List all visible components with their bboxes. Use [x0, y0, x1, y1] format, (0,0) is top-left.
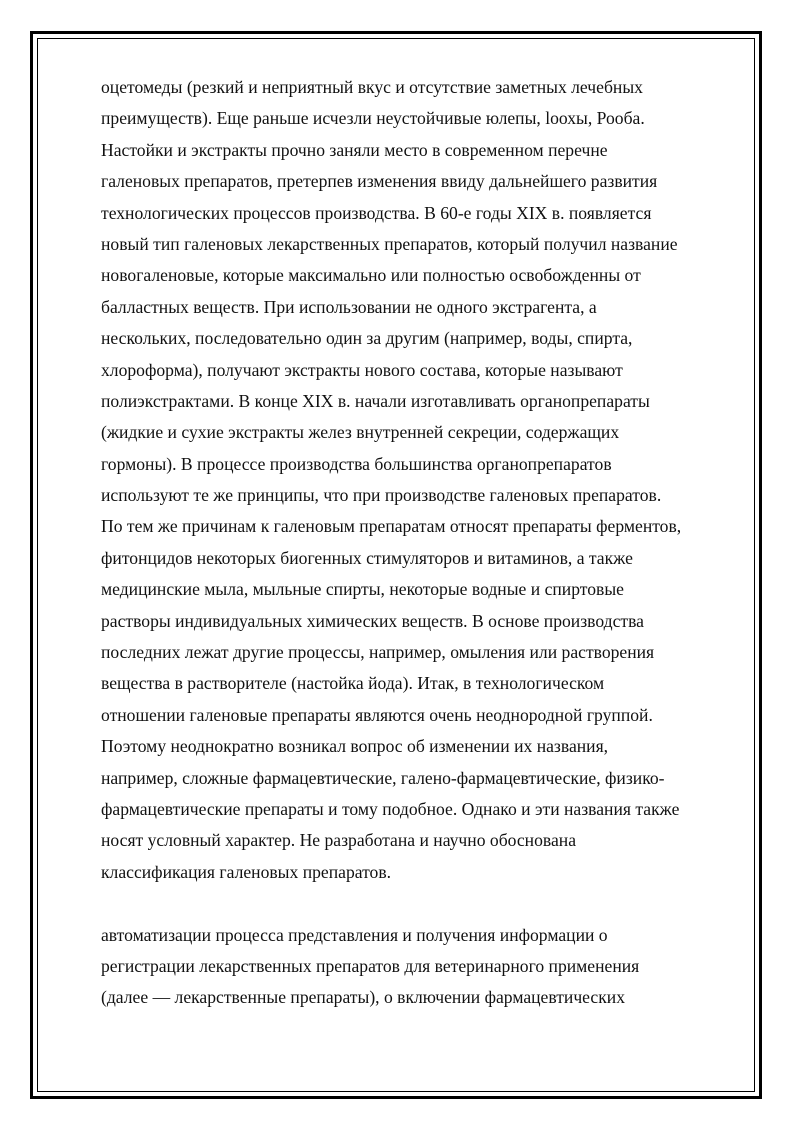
text-line: преимуществ). Еще раньше исчезли неустойчивые юлепы, loохы, Рооба. [101, 108, 645, 129]
text-line: По тем же причинам к галеновым препаратам относят препараты ферментов, [101, 516, 682, 537]
text-line: Настойки и экстракты прочно заняли место в современном перечне [101, 139, 608, 160]
text-line: полиэкстрактами. В конце XIX в. начали изготавливать органопрепараты [101, 390, 650, 411]
text-line: используют те же принципы, что при производстве галеновых препаратов. [101, 485, 662, 506]
text-line: технологических процессов производства. В 60-е годы XIX в. появляется [101, 202, 652, 223]
paragraph-spacer [101, 888, 741, 919]
text-line: Поэтому неоднократно возникал вопрос об изменении их названия, [101, 736, 609, 757]
text-line: растворы индивидуальных химических веществ. В основе производства [101, 610, 644, 631]
text-line: фитонцидов некоторых биогенных стимуляторов и витаминов, а также [101, 547, 633, 568]
text-line: гормоны). В процессе производства большинства органопрепаратов [101, 453, 612, 474]
text-line: галеновых препаратов, претерпев изменения ввиду дальнейшего развития [101, 171, 658, 192]
text-line: отношении галеновые препараты являются очень неоднородной группой. [101, 704, 653, 725]
text-line: (жидкие и сухие экстракты желез внутренней секреции, содержащих [101, 422, 620, 443]
text-line: хлороформа), получают экстракты нового состава, которые называют [101, 359, 623, 380]
text-line: нескольких, последовательно один за другим (например, воды, спирта, [101, 328, 633, 349]
text-line: фармацевтические препараты и тому подобное. Однако и эти названия также [101, 798, 680, 819]
text-line: автоматизации процесса представления и получения информации о [101, 924, 608, 945]
paragraph-registration-automation [101, 920, 741, 1014]
text-line: например, сложные фармацевтические, галено-фармацевтические, физико- [101, 767, 665, 788]
text-line: носят условный характер. Не разработана и научно обоснована [101, 830, 577, 851]
text-line: регистрации лекарственных препаратов для ветеринарного применения [101, 955, 640, 976]
paragraph-galenic-preparations [101, 72, 741, 888]
text-line: новый тип галеновых лекарственных препаратов, который получил название [101, 233, 678, 254]
text-line: медицинские мыла, мыльные спирты, некоторые водные и спиртовые [101, 579, 624, 600]
text-line: балластных веществ. При использовании не одного экстрагента, а [101, 296, 597, 317]
text-line: новогаленовые, которые максимально или полностью освобожденны от [101, 265, 641, 286]
text-line: вещества в растворителе (настойка йода). Итак, в технологическом [101, 673, 605, 694]
text-line: классификация галеновых препаратов. [101, 861, 392, 882]
document-body [101, 72, 741, 1014]
text-line: последних лежат другие процессы, например, омыления или растворения [101, 642, 655, 663]
text-line: (далее — лекарственные препараты), о включении фармацевтических [101, 987, 625, 1008]
text-line: оцетомеды (резкий и неприятный вкус и отсутствие заметных лечебных [101, 77, 643, 97]
